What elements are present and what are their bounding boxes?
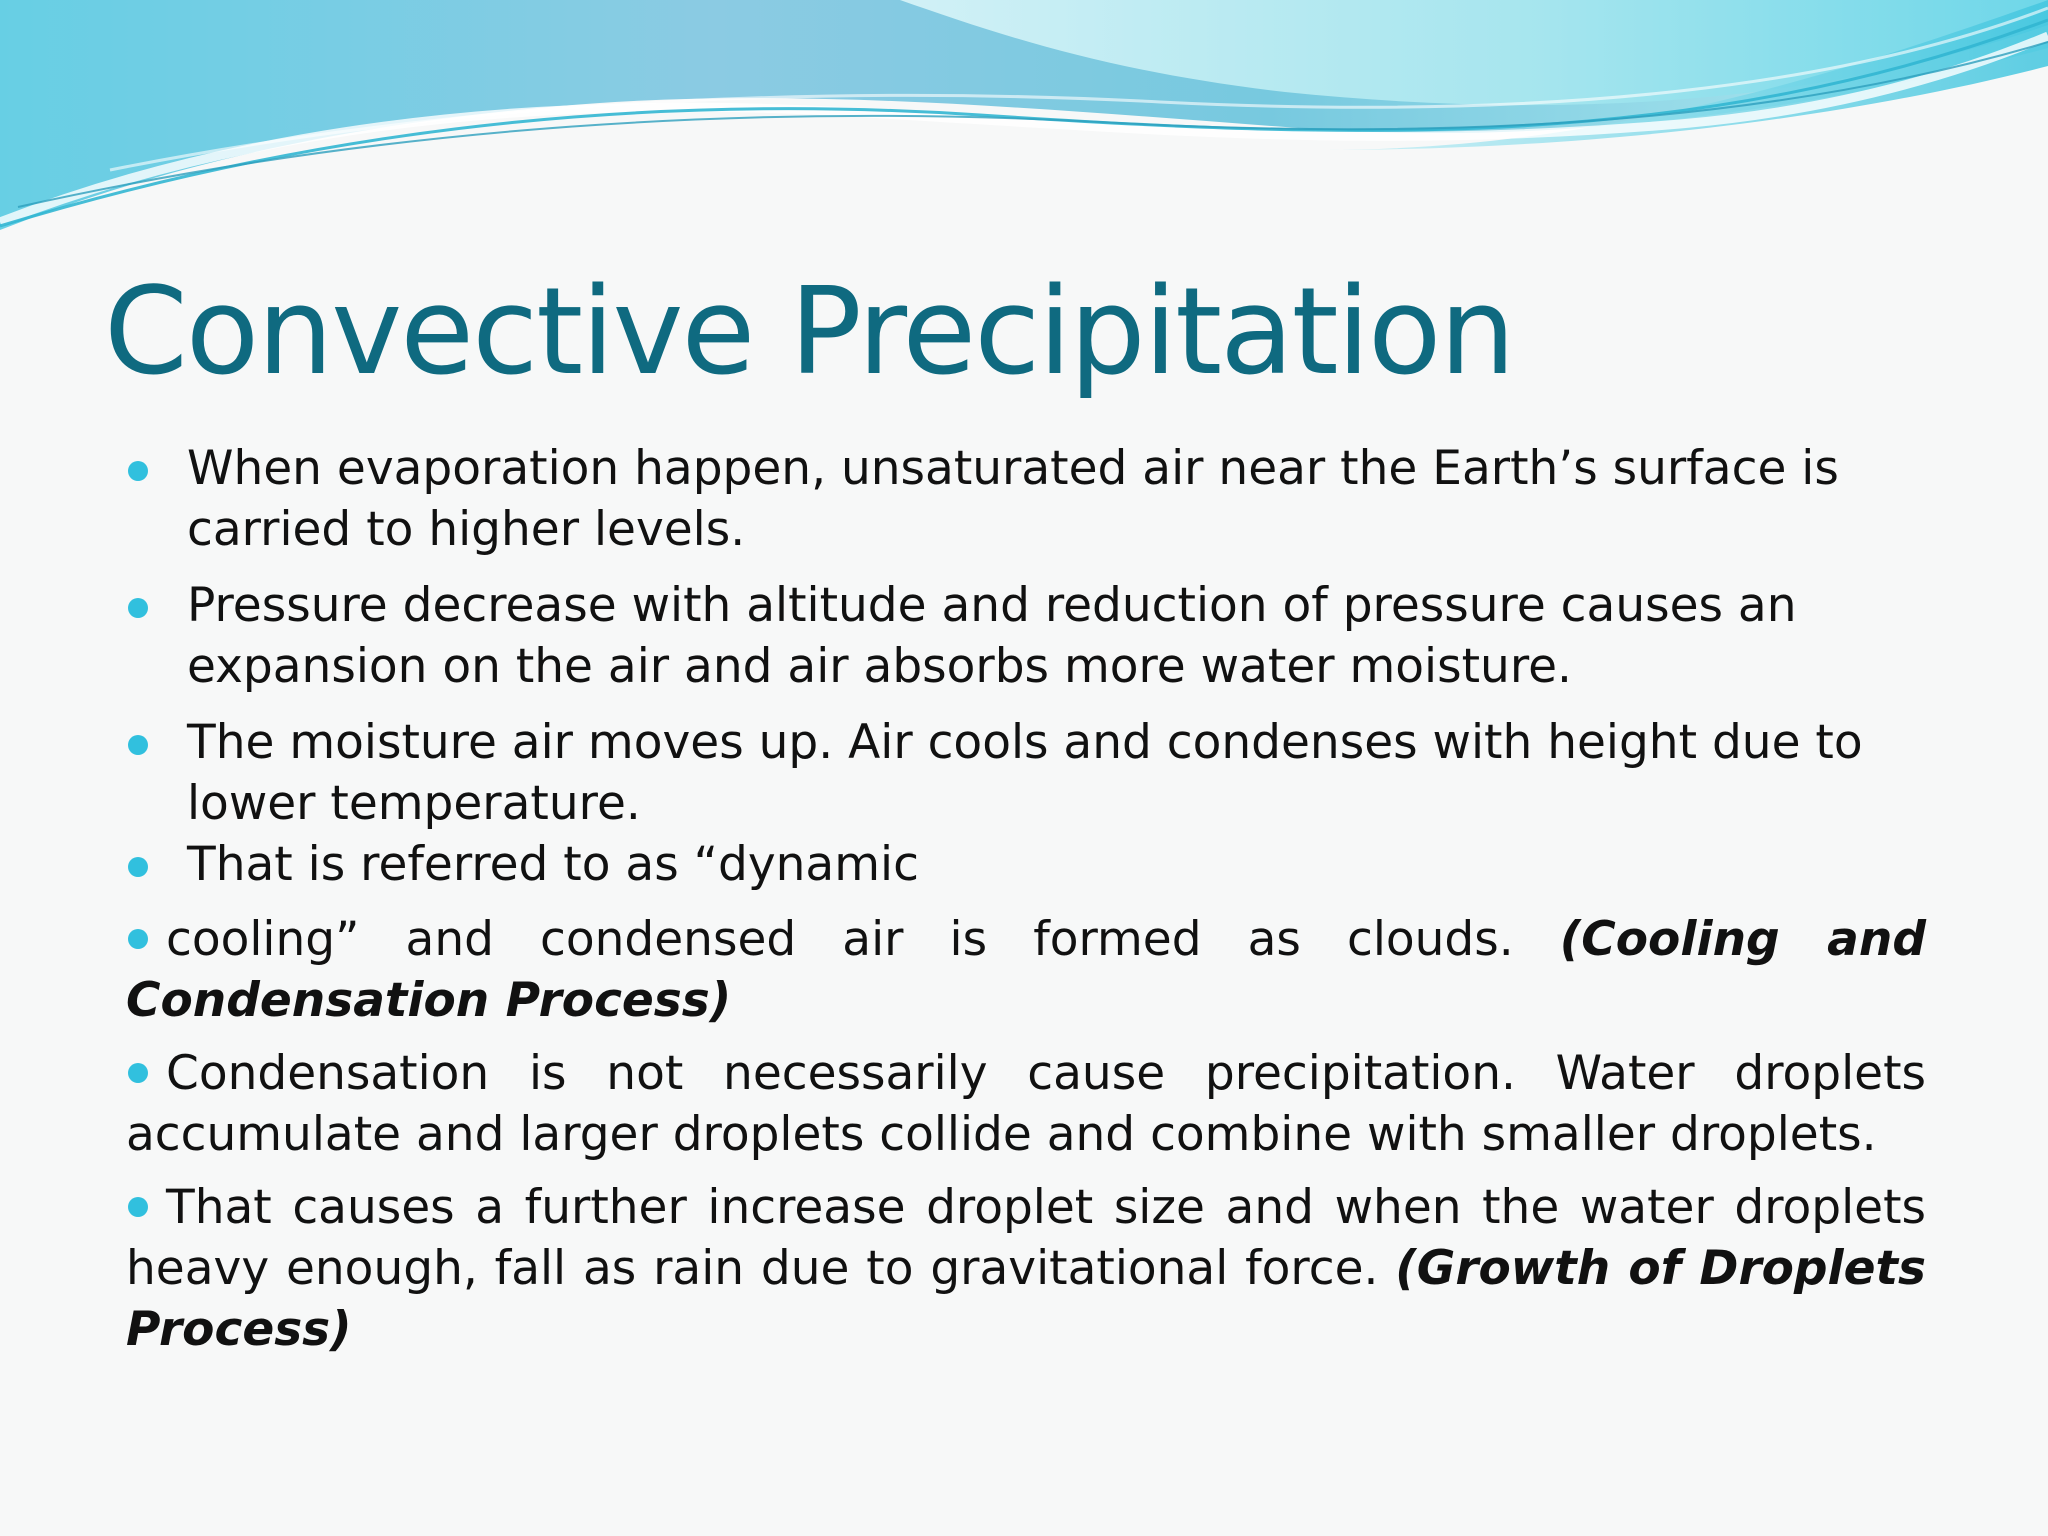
bullet-text: When evaporation happen, unsaturated air near the Earth’s surface is carried to higher levels. [187,441,1839,557]
filled-circle-bullet-icon [128,929,148,949]
bullet-item-cooling [126,909,1926,1031]
filled-circle-bullet-icon [128,461,148,481]
bullet-item-droplet-growth [126,1177,1926,1360]
bullet-text: That causes a further increase droplet size and when the water droplets heavy enough, fall as rain due to gravitational force. [126,1180,1926,1296]
decorative-wave-header [0,0,2048,260]
bullet-text: The moisture air moves up. Air cools and condenses with height due to lower temperature. [187,715,1863,831]
filled-circle-bullet-icon [128,598,148,618]
bullet-item-pressure [126,575,1926,697]
slide-title: Convective Precipitation [104,263,1514,402]
bullet-item-dynamic [126,834,1926,895]
bullet-emphasis: (Growth of Droplets Process) [126,1241,1926,1357]
bullet-item-evaporation [126,438,1926,560]
bullet-emphasis: (Cooling and Condensation Process) [126,912,1927,1028]
bullet-text: cooling” and condensed air is formed as clouds. [166,912,1560,967]
bullet-item-moisture-air [126,712,1926,834]
bullet-text: That is referred to as “dynamic [187,837,919,892]
filled-circle-bullet-icon [128,735,148,755]
bullet-text: Condensation is not necessarily cause precipitation. Water droplets accumulate and larger droplets collide and combine with smaller droplets. [126,1046,1926,1162]
bullet-item-condensation [126,1043,1926,1165]
bullet-list [126,438,1926,1360]
bullet-text: Pressure decrease with altitude and reduction of pressure causes an expansion on the air and air absorbs more water moisture. [187,578,1797,694]
filled-circle-bullet-icon [128,1063,148,1083]
filled-circle-bullet-icon [128,857,148,877]
filled-circle-bullet-icon [128,1197,148,1217]
